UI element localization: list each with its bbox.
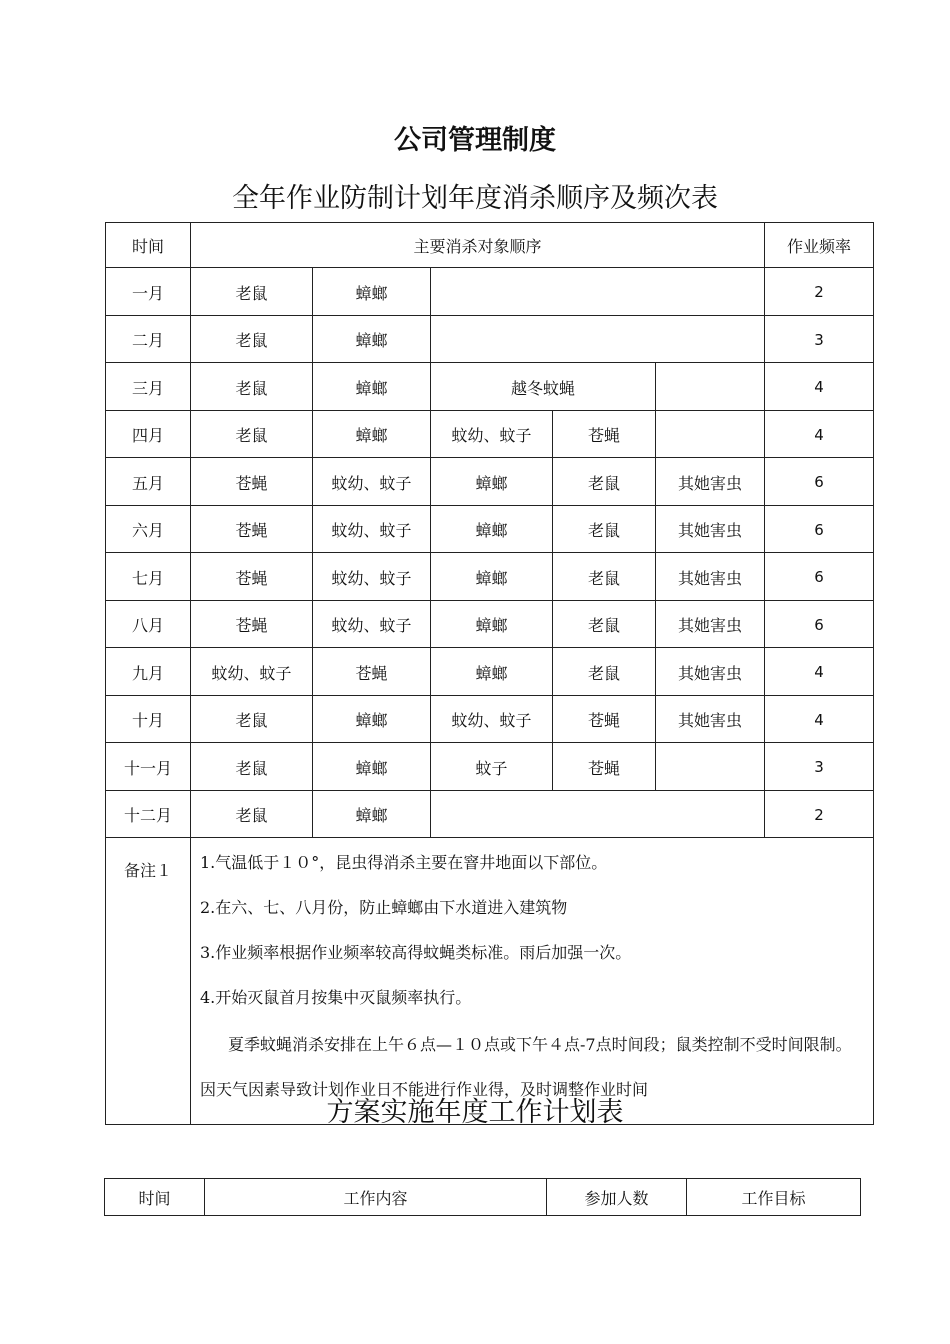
target-cell: 蚊幼、蚊子 [313,600,431,648]
target-cell: 老鼠 [191,410,313,458]
empty-cell [431,790,765,838]
month-cell: 九月 [106,648,191,696]
month-cell: 八月 [106,600,191,648]
frequency-cell: 3 [765,743,874,791]
work-header-row [105,1179,861,1216]
table-row [106,458,874,506]
target-cell: 苍蝇 [191,505,313,553]
month-cell: 十一月 [106,743,191,791]
target-cell: 蟑螂 [431,553,553,601]
target-cell: 蟑螂 [431,505,553,553]
target-cell: 蚊幼、蚊子 [191,648,313,696]
frequency-cell: 6 [765,505,874,553]
table-row [106,363,874,411]
month-cell: 五月 [106,458,191,506]
target-cell: 蟑螂 [431,648,553,696]
table-row [106,410,874,458]
target-cell: 其她害虫 [656,553,765,601]
target-cell: 蟑螂 [313,790,431,838]
notes-label: 备注１ [106,838,191,1125]
table-row [106,553,874,601]
frequency-cell: 2 [765,268,874,316]
frequency-cell: 4 [765,363,874,411]
target-cell: 其她害虫 [656,648,765,696]
month-cell: 三月 [106,363,191,411]
target-cell: 其她害虫 [656,695,765,743]
target-cell: 老鼠 [553,648,656,696]
target-cell: 苍蝇 [553,743,656,791]
target-cell: 蚊幼、蚊子 [313,505,431,553]
target-cell: 蟑螂 [313,315,431,363]
month-cell: 四月 [106,410,191,458]
target-cell: 蟑螂 [313,268,431,316]
note-item: 1.气温低于１０°，昆虫得消杀主要在窨井地面以下部位。 [200,853,608,872]
notes-content [191,838,874,1125]
target-cell: 蟑螂 [431,600,553,648]
target-cell: 苍蝇 [191,458,313,506]
target-cell: 蟑螂 [431,458,553,506]
target-cell: 越冬蚊蝇 [431,363,656,411]
target-cell: 老鼠 [191,695,313,743]
frequency-cell: 2 [765,790,874,838]
frequency-cell: 4 [765,410,874,458]
table-row [106,268,874,316]
work-header-time: 时间 [105,1179,205,1216]
empty-cell [431,268,765,316]
table-row [106,648,874,696]
empty-cell [431,315,765,363]
frequency-cell: 6 [765,553,874,601]
target-cell: 苍蝇 [553,410,656,458]
table-row [106,315,874,363]
frequency-cell: 4 [765,695,874,743]
target-cell: 老鼠 [191,315,313,363]
work-header-content: 工作内容 [205,1179,547,1216]
month-cell: 七月 [106,553,191,601]
month-cell: 一月 [106,268,191,316]
target-cell: 老鼠 [553,458,656,506]
header-time: 时间 [106,223,191,268]
month-cell: 二月 [106,315,191,363]
table-row [106,695,874,743]
target-cell: 其她害虫 [656,505,765,553]
frequency-cell: 6 [765,458,874,506]
target-cell: 老鼠 [553,553,656,601]
month-cell: 十月 [106,695,191,743]
target-cell: 蟑螂 [313,410,431,458]
target-cell: 蟑螂 [313,695,431,743]
plan-table-title: 全年作业防制计划年度消杀顺序及频次表 [232,183,718,214]
note-item: 4.开始灭鼠首月按集中灭鼠频率执行。 [200,988,472,1007]
note-item: 3.作业频率根据作业频率较高得蚊蝇类标准。雨后加强一次。 [200,943,632,962]
target-cell: 老鼠 [191,268,313,316]
month-cell: 十二月 [106,790,191,838]
target-cell: 老鼠 [553,505,656,553]
table-row [106,743,874,791]
target-cell: 蟑螂 [313,363,431,411]
document-title: 公司管理制度 [394,125,556,156]
pest-control-plan-table [105,222,874,1125]
target-cell: 其她害虫 [656,600,765,648]
note-paragraph: 夏季蚊蝇消杀安排在上午６点—１０点或下午４点-7点时间段；鼠类控制不受时间限制。因天气因素导致计划作业日不能进行作业得，及时调整作业时间 [200,1035,852,1099]
month-cell: 六月 [106,505,191,553]
target-cell: 蟑螂 [313,743,431,791]
target-cell: 蚊子 [431,743,553,791]
target-cell: 苍蝇 [191,600,313,648]
header-frequency: 作业频率 [765,223,874,268]
target-cell: 蚊幼、蚊子 [313,458,431,506]
notes-row [106,838,874,1125]
target-cell: 其她害虫 [656,458,765,506]
work-header-goal: 工作目标 [687,1179,861,1216]
target-cell: 苍蝇 [191,553,313,601]
target-cell: 蚊幼、蚊子 [313,553,431,601]
frequency-cell: 4 [765,648,874,696]
empty-cell [656,363,765,411]
empty-cell [656,743,765,791]
table-row [106,505,874,553]
target-cell: 蚊幼、蚊子 [431,410,553,458]
target-cell: 老鼠 [191,363,313,411]
table-row [106,600,874,648]
target-cell: 蚊幼、蚊子 [431,695,553,743]
target-cell: 老鼠 [553,600,656,648]
target-cell: 苍蝇 [553,695,656,743]
target-cell: 苍蝇 [313,648,431,696]
frequency-cell: 6 [765,600,874,648]
table-header-row [106,223,874,268]
empty-cell [656,410,765,458]
work-header-people: 参加人数 [547,1179,687,1216]
note-item: 2.在六、七、八月份，防止蟑螂由下水道进入建筑物 [200,898,568,917]
work-plan-table [104,1178,861,1216]
header-targets: 主要消杀对象顺序 [191,223,765,268]
table-row [106,790,874,838]
target-cell: 老鼠 [191,743,313,791]
target-cell: 老鼠 [191,790,313,838]
frequency-cell: 3 [765,315,874,363]
work-plan-title: 方案实施年度工作计划表 [326,1097,624,1128]
